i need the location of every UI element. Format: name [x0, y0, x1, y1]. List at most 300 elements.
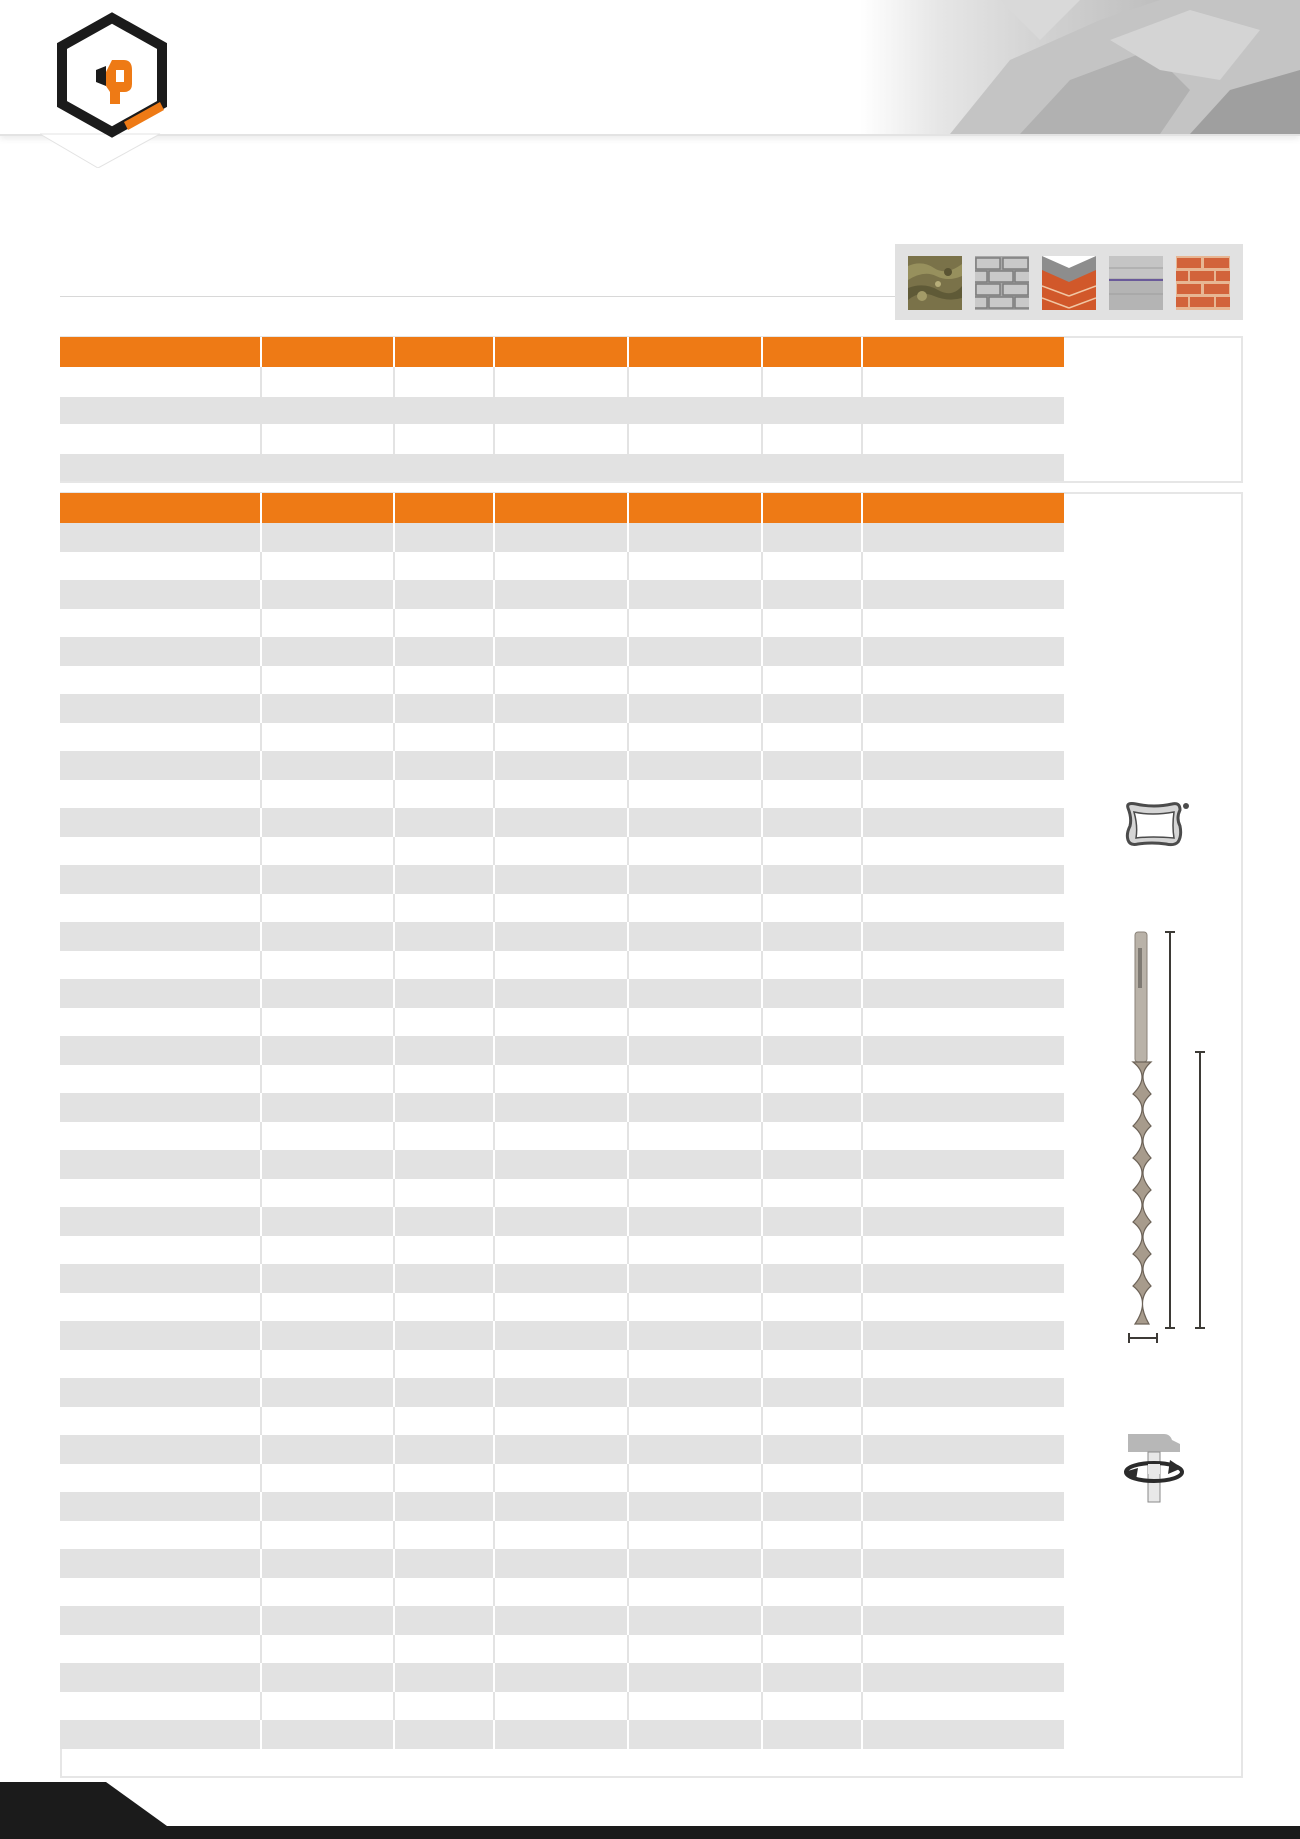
table-row [60, 894, 1064, 923]
table-cell [762, 1692, 862, 1721]
table-cell [762, 1720, 862, 1749]
table-cell [394, 1179, 494, 1208]
table-cell [60, 552, 261, 581]
table-cell [261, 1093, 394, 1122]
table-row [60, 1036, 1064, 1065]
table-cell [628, 1635, 762, 1664]
table-cell [762, 1093, 862, 1122]
table-cell [60, 1578, 261, 1607]
table-cell [862, 837, 1064, 866]
table-row [60, 637, 1064, 666]
table-cell [862, 865, 1064, 894]
table-row [60, 1663, 1064, 1692]
table-cell [261, 837, 394, 866]
table-cell [862, 523, 1064, 552]
table-cell [261, 694, 394, 723]
table-cell [762, 1549, 862, 1578]
table-cell [394, 865, 494, 894]
table-cell [862, 1692, 1064, 1721]
table-row [60, 1093, 1064, 1122]
table-row [60, 922, 1064, 951]
table-cell [261, 1521, 394, 1550]
table-cell [261, 1492, 394, 1521]
table-cell [60, 666, 261, 695]
table-cell [762, 751, 862, 780]
table-cell [261, 1378, 394, 1407]
table-cell [494, 1578, 628, 1607]
table-row [60, 580, 1064, 609]
hexagon-logo-icon [62, 18, 164, 132]
table-cell [60, 1321, 261, 1350]
table-row [60, 1692, 1064, 1721]
table-cell [261, 1008, 394, 1037]
table-cell [394, 1606, 494, 1635]
table-cell [261, 1407, 394, 1436]
table-cell [762, 1663, 862, 1692]
table-cell [494, 837, 628, 866]
table-row [60, 1720, 1064, 1749]
table-row [60, 1407, 1064, 1436]
table-cell [261, 609, 394, 638]
table-cell [394, 1008, 494, 1037]
table-cell [60, 694, 261, 723]
table-cell [628, 1207, 762, 1236]
table-row [60, 523, 1064, 552]
stone-icon [908, 256, 962, 310]
table-cell [862, 1549, 1064, 1578]
table-cell [60, 1521, 261, 1550]
table-cell [762, 1065, 862, 1094]
table-cell [862, 580, 1064, 609]
table-cell [628, 1036, 762, 1065]
table-row [60, 723, 1064, 752]
column-header [762, 493, 862, 523]
table-cell [494, 1407, 628, 1436]
table-cell [628, 1293, 762, 1322]
table-cell [862, 1179, 1064, 1208]
table-cell [60, 1407, 261, 1436]
table-cell [628, 1150, 762, 1179]
table-cell [60, 1635, 261, 1664]
table-cell [762, 780, 862, 809]
table-cell [394, 609, 494, 638]
table-cell [261, 1236, 394, 1265]
table-cell [494, 723, 628, 752]
table-row [60, 367, 1064, 397]
table-row [60, 454, 1064, 481]
table-cell [628, 523, 762, 552]
table-cell [494, 951, 628, 980]
table-cell [60, 723, 261, 752]
table-header [60, 337, 1064, 367]
table-cell [628, 1350, 762, 1379]
column-header [494, 337, 628, 367]
table-row [60, 397, 1064, 424]
table-cell [261, 808, 394, 837]
table-cell [261, 1122, 394, 1151]
table-cell [762, 1036, 862, 1065]
column-header [762, 337, 862, 367]
table-cell [494, 1663, 628, 1692]
table-cell [628, 1378, 762, 1407]
table-cell [394, 751, 494, 780]
table-cell [394, 1464, 494, 1493]
table-cell [261, 1578, 394, 1607]
table-cell [394, 1264, 494, 1293]
table-cell [394, 580, 494, 609]
table-cell [628, 1435, 762, 1464]
table-cell [261, 865, 394, 894]
table-cell [494, 1321, 628, 1350]
table-cell [394, 951, 494, 980]
table-cell [60, 1492, 261, 1521]
table-row [60, 1236, 1064, 1265]
table-cell [394, 1692, 494, 1721]
table-cell [862, 1236, 1064, 1265]
table-row [60, 837, 1064, 866]
table-cell [394, 808, 494, 837]
table-cell [628, 666, 762, 695]
table-cell [394, 1378, 494, 1407]
table-row [60, 1549, 1064, 1578]
table-cell [628, 979, 762, 1008]
table-cell [394, 666, 494, 695]
spec-table-1 [60, 337, 1064, 481]
table-cell [394, 1663, 494, 1692]
table-cell [394, 637, 494, 666]
table-cell [60, 837, 261, 866]
table-cell [394, 837, 494, 866]
table-cell [261, 1293, 394, 1322]
table-cell [762, 1350, 862, 1379]
table-row [60, 1378, 1064, 1407]
table-cell [628, 637, 762, 666]
table-cell [862, 1378, 1064, 1407]
column-header [494, 493, 628, 523]
table-cell [261, 1464, 394, 1493]
table-cell [862, 1093, 1064, 1122]
table-cell [494, 1008, 628, 1037]
table-cell [394, 894, 494, 923]
table-row [60, 951, 1064, 980]
table-cell [762, 1321, 862, 1350]
table-cell [628, 1492, 762, 1521]
table-cell [394, 1093, 494, 1122]
table-cell [862, 637, 1064, 666]
table-cell [261, 1207, 394, 1236]
table-cell [862, 751, 1064, 780]
table-cell [60, 1093, 261, 1122]
table-cell [762, 1464, 862, 1493]
table-cell [60, 808, 261, 837]
table-cell [862, 1008, 1064, 1037]
table-cell [628, 951, 762, 980]
table-cell [261, 894, 394, 923]
table-row [60, 1150, 1064, 1179]
table-cell [628, 1692, 762, 1721]
table-cell [862, 1663, 1064, 1692]
table-cell [60, 1663, 261, 1692]
column-header [261, 493, 394, 523]
table-cell [60, 1350, 261, 1379]
table-cell [862, 780, 1064, 809]
table-cell [762, 1293, 862, 1322]
column-header [628, 337, 762, 367]
table-cell [628, 1008, 762, 1037]
table-row [60, 865, 1064, 894]
table-cell [762, 808, 862, 837]
table-row [60, 1065, 1064, 1094]
table-cell [494, 1464, 628, 1493]
footer-bar [0, 1826, 1300, 1839]
table-cell [762, 637, 862, 666]
table-cell [762, 1635, 862, 1664]
table-cell [762, 552, 862, 581]
brick-icon [1176, 256, 1230, 310]
table-cell [394, 1350, 494, 1379]
table-cell [762, 723, 862, 752]
table-cell [862, 723, 1064, 752]
table-cell [762, 580, 862, 609]
table-cell [862, 922, 1064, 951]
table-row [60, 666, 1064, 695]
table-row [60, 609, 1064, 638]
table-cell [60, 1207, 261, 1236]
table-row [60, 1179, 1064, 1208]
concrete-block-icon [975, 256, 1029, 310]
table-cell [762, 1492, 862, 1521]
table-cell [261, 922, 394, 951]
header-product-photo [860, 0, 1300, 134]
table-cell [261, 1692, 394, 1721]
table-cell [60, 1549, 261, 1578]
table-cell [628, 1321, 762, 1350]
table-cell [60, 922, 261, 951]
table-cell [628, 1407, 762, 1436]
table-cell [60, 580, 261, 609]
table-cell [628, 1093, 762, 1122]
table-cell [261, 1150, 394, 1179]
table-row [60, 1464, 1064, 1493]
table-cell [628, 580, 762, 609]
table-row [60, 1578, 1064, 1607]
table-cell [494, 523, 628, 552]
table-cell [60, 1179, 261, 1208]
table-cell [60, 609, 261, 638]
table-cell [60, 1065, 261, 1094]
table-cell [261, 666, 394, 695]
table-cell [394, 1521, 494, 1550]
table-cell [60, 751, 261, 780]
table-cell [60, 523, 261, 552]
table-cell [628, 1720, 762, 1749]
table-cell [862, 1293, 1064, 1322]
table-cell [60, 1264, 261, 1293]
table-cell [60, 1692, 261, 1721]
table-cell [394, 523, 494, 552]
table-cell [261, 1065, 394, 1094]
table-cell [394, 1122, 494, 1151]
table-cell [862, 1521, 1064, 1550]
table-row [60, 1350, 1064, 1379]
table-cell [762, 1122, 862, 1151]
table-cell [628, 751, 762, 780]
table-cell [261, 1435, 394, 1464]
table-cell [494, 865, 628, 894]
table-cell [628, 894, 762, 923]
table-cell [862, 666, 1064, 695]
table-cell [628, 922, 762, 951]
column-header [394, 337, 494, 367]
table-cell [394, 1207, 494, 1236]
table-cell [60, 1435, 261, 1464]
table-cell [494, 894, 628, 923]
table-cell [60, 1606, 261, 1635]
table-cell [261, 723, 394, 752]
table-cell [862, 1464, 1064, 1493]
table-cell [261, 1036, 394, 1065]
spec-table-2 [60, 493, 1064, 1749]
column-header [862, 337, 1064, 367]
table-cell [394, 922, 494, 951]
table-cell [394, 1150, 494, 1179]
table-row [60, 424, 1064, 454]
materials-strip [895, 244, 1243, 320]
table-cell [60, 1293, 261, 1322]
table-cell [762, 1179, 862, 1208]
table-cell [628, 609, 762, 638]
table-cell [862, 1122, 1064, 1151]
column-header [862, 493, 1064, 523]
column-header [60, 493, 261, 523]
table-cell [394, 1578, 494, 1607]
table-cell [628, 1122, 762, 1151]
table-cell [60, 1720, 261, 1749]
table-cell [261, 1350, 394, 1379]
table-cell [494, 1207, 628, 1236]
table-cell [628, 1264, 762, 1293]
table-cell [494, 1293, 628, 1322]
table-cell [494, 552, 628, 581]
table-cell [862, 1435, 1064, 1464]
table-cell [261, 580, 394, 609]
table-row [60, 780, 1064, 809]
table-cell [628, 552, 762, 581]
table-cell [494, 1179, 628, 1208]
table-cell [394, 1720, 494, 1749]
table-row [60, 808, 1064, 837]
table-cell [762, 1407, 862, 1436]
table-cell [261, 637, 394, 666]
table-cell [261, 1635, 394, 1664]
table-cell [261, 979, 394, 1008]
table-cell [494, 1150, 628, 1179]
table-cell [60, 865, 261, 894]
table-cell [628, 1065, 762, 1094]
table-cell [862, 1407, 1064, 1436]
table-cell [494, 1692, 628, 1721]
table-row [60, 1635, 1064, 1664]
table-cell [494, 1521, 628, 1550]
table-cell [628, 694, 762, 723]
table-cell [60, 951, 261, 980]
table-cell [862, 1036, 1064, 1065]
table-cell [862, 951, 1064, 980]
table-cell [762, 865, 862, 894]
table-cell [862, 1720, 1064, 1749]
table-cell [628, 723, 762, 752]
table-cell [494, 1122, 628, 1151]
table-cell [60, 637, 261, 666]
table-cell [494, 808, 628, 837]
table-cell [494, 1606, 628, 1635]
table-cell [862, 1264, 1064, 1293]
table-cell [494, 751, 628, 780]
table-row [60, 1321, 1064, 1350]
table-cell [862, 1635, 1064, 1664]
table-cell [494, 1036, 628, 1065]
table-cell [762, 1378, 862, 1407]
table-cell [628, 780, 762, 809]
table-row [60, 1435, 1064, 1464]
table-cell [60, 894, 261, 923]
table-cell [762, 951, 862, 980]
table-cell [628, 1236, 762, 1265]
table-cell [494, 1635, 628, 1664]
table-cell [60, 780, 261, 809]
table-row [60, 1122, 1064, 1151]
table-cell [862, 1578, 1064, 1607]
table-cell [494, 1264, 628, 1293]
table-cell [60, 1464, 261, 1493]
table-cell [494, 780, 628, 809]
table-row [60, 751, 1064, 780]
table-cell [494, 666, 628, 695]
sds-plus-icon [1118, 796, 1190, 854]
table-cell [261, 1264, 394, 1293]
table-cell [628, 808, 762, 837]
table-cell [862, 1207, 1064, 1236]
table-cell [394, 1549, 494, 1578]
table-row [60, 1008, 1064, 1037]
table-cell [394, 1492, 494, 1521]
concrete-slab-icon [1109, 256, 1163, 310]
table-cell [628, 1578, 762, 1607]
table-cell [862, 552, 1064, 581]
table-cell [60, 979, 261, 1008]
table-cell [60, 1036, 261, 1065]
table-row [60, 979, 1064, 1008]
table-cell [494, 694, 628, 723]
table-cell [762, 894, 862, 923]
table-cell [394, 694, 494, 723]
table-cell [261, 1179, 394, 1208]
table-cell [628, 1663, 762, 1692]
table-row [60, 1606, 1064, 1635]
table-cell [60, 1150, 261, 1179]
table-cell [261, 1606, 394, 1635]
table-cell [762, 979, 862, 1008]
column-header [60, 337, 261, 367]
table-cell [862, 1321, 1064, 1350]
table-cell [628, 1549, 762, 1578]
table-cell [261, 1549, 394, 1578]
table-cell [762, 1606, 862, 1635]
table-cell [628, 865, 762, 894]
table-cell [60, 1122, 261, 1151]
table-cell [494, 609, 628, 638]
table-cell [862, 894, 1064, 923]
